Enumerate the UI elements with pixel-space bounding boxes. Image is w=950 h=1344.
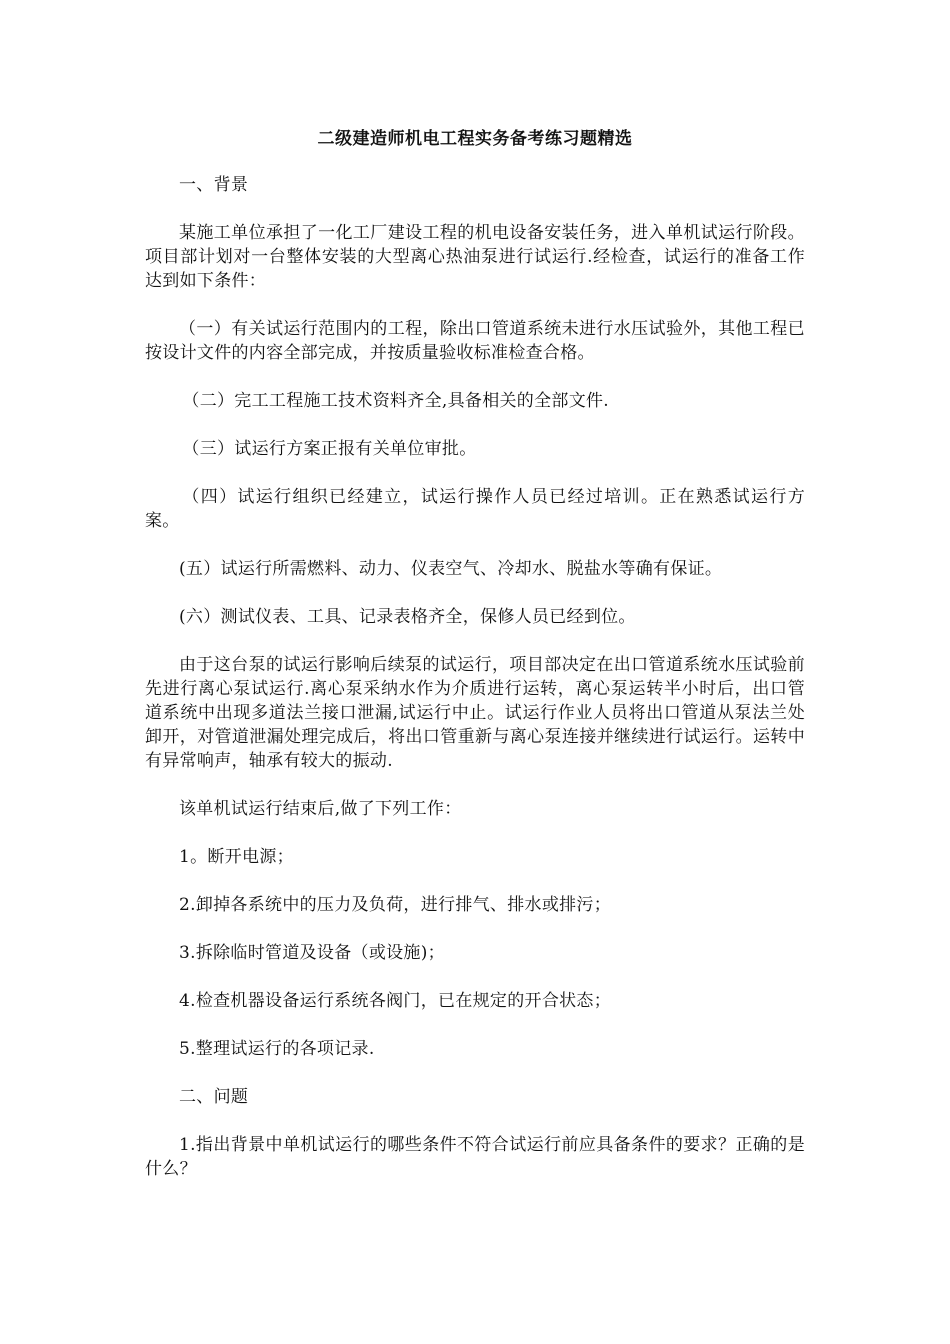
- document-body: [145, 127, 805, 1205]
- condition-item-3: （三）试运行方案正报有关单位审批。: [182, 439, 477, 459]
- background-intro-paragraph: 某施工单位承担了一化工厂建设工程的机电设备安装任务，进入单机试运行阶段。项目部计划对一台整体安装的大型离心热油泵进行试运行.经检查，试运行的准备工作达到如下条件：: [145, 223, 805, 291]
- post-run-step-1: 1。断开电源；: [179, 847, 294, 867]
- question-1: 1.指出背景中单机试运行的哪些条件不符合试运行前应具备条件的要求？正确的是什么？: [145, 1135, 805, 1179]
- condition-item-6: (六）测试仪表、工具、记录表格齐全，保修人员已经到位。: [179, 607, 636, 627]
- post-run-work-intro: 该单机试运行结束后,做了下列工作：: [179, 799, 462, 819]
- section-heading-background: 一、背景: [179, 175, 249, 195]
- post-run-step-4: 4.检查机器设备运行系统各阀门，已在规定的开合状态；: [179, 991, 612, 1011]
- condition-item-1: （一）有关试运行范围内的工程，除出口管道系统未进行水压试验外，其他工程已按设计文件的内容全部完成，并按质量验收标准检查合格。: [145, 319, 805, 363]
- document-title: 二级建造师机电工程实务备考练习题精选: [317, 129, 633, 149]
- section-heading-questions: 二、问题: [179, 1087, 249, 1107]
- condition-item-4: （四）试运行组织已经建立，试运行操作人员已经过培训。正在熟悉试运行方案。: [145, 487, 805, 531]
- post-run-step-2: 2.卸掉各系统中的压力及负荷，进行排气、排水或排污；: [179, 895, 612, 915]
- post-run-step-5: 5.整理试运行的各项记录.: [179, 1039, 375, 1059]
- trial-run-description-paragraph: 由于这台泵的试运行影响后续泵的试运行，项目部决定在出口管道系统水压试验前先进行离心泵试运行.离心泵采纳水作为介质进行运转，离心泵运转半小时后，出口管道系统中出现多道法兰接口泄漏,试运行中止。试运行作业人员将出口管道从泵法兰处卸开，对管道泄漏处理完成后，将出口管重新与离心泵连接并继续进行试运行。运转中有异常响声，轴承有较大的振动.: [145, 655, 805, 771]
- condition-item-2: （二）完工工程施工技术资料齐全,具备相关的全部文件.: [182, 391, 609, 411]
- post-run-step-3: 3.拆除临时管道及设备（或设施)；: [179, 943, 445, 963]
- condition-item-5: (五）试运行所需燃料、动力、仪表空气、冷却水、脱盐水等确有保证。: [179, 559, 723, 579]
